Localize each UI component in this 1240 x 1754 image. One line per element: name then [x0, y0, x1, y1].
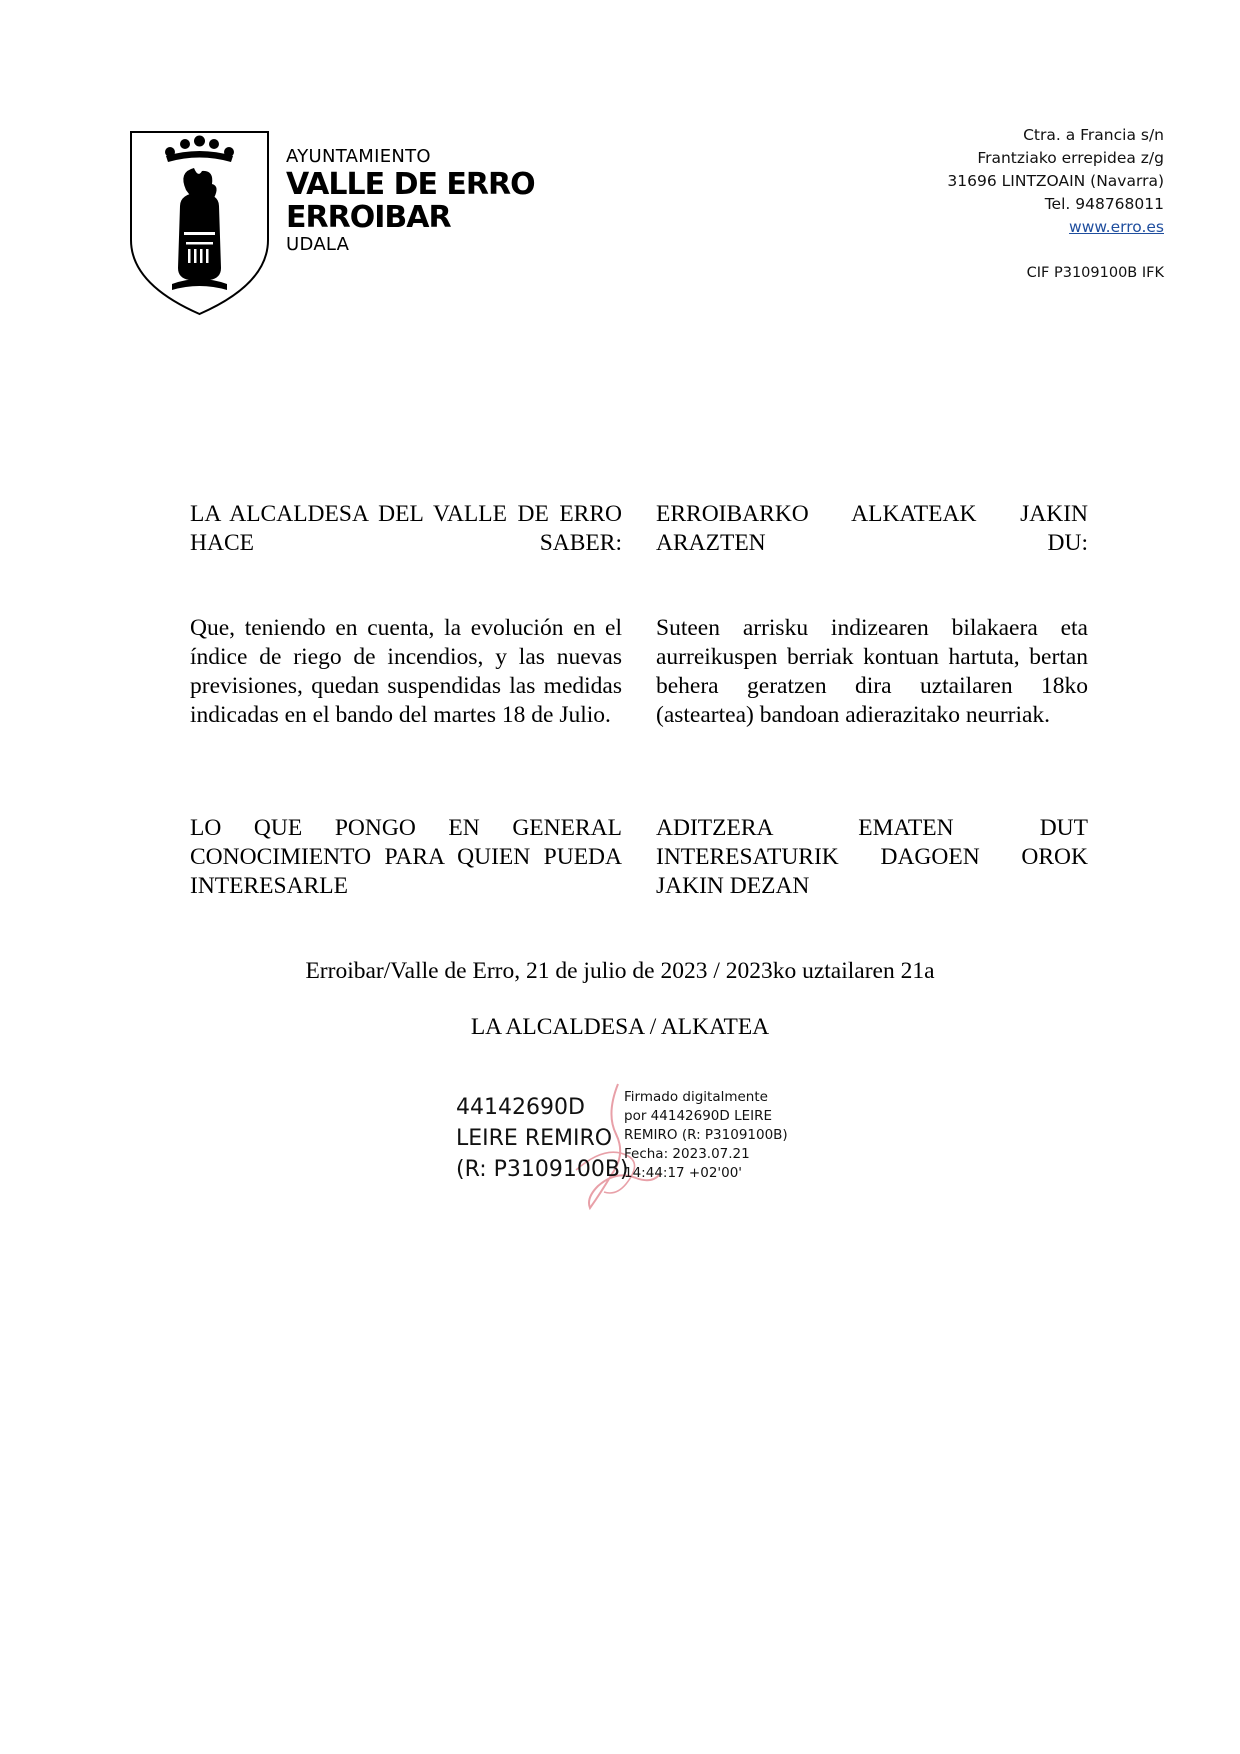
municipality-logo	[128, 128, 538, 320]
signature-detail-2: por 44142690D LEIRE	[624, 1108, 773, 1124]
knight-helmet-crown-shield-icon	[128, 128, 271, 318]
digital-signature-block	[456, 1086, 796, 1206]
logo-line-erroibar: ERROIBAR	[286, 200, 451, 235]
logo-wordmark	[286, 146, 535, 256]
logo-line-udala: UDALA	[286, 234, 350, 255]
signer-id: 44142690D	[456, 1095, 585, 1120]
address-line-2: Frantziako errepidea z/g	[977, 149, 1164, 167]
signature-detail-4: Fecha: 2023.07.21	[624, 1146, 750, 1162]
es-heading: LA ALCALDESA DEL VALLE DE ERRO HACE SABER:	[190, 501, 622, 556]
logo-line-valle-de-erro: VALLE DE ERRO	[286, 167, 535, 202]
address-phone: Tel. 948768011	[1044, 195, 1164, 213]
signature-detail-1: Firmado digitalmente	[624, 1089, 768, 1105]
address-line-1: Ctra. a Francia s/n	[1023, 126, 1164, 144]
address-cif: CIF P3109100B IFK	[1026, 265, 1164, 281]
logo-line-ayuntamiento: AYUNTAMIENTO	[286, 146, 431, 167]
address-block	[947, 124, 1164, 285]
address-line-3: 31696 LINTZOAIN (Navarra)	[947, 172, 1164, 190]
signer-title: LA ALCALDESA / ALKATEA	[470, 1014, 770, 1040]
signer-representation: (R: P3109100B)	[456, 1157, 629, 1182]
eu-closing: ADITZERA EMATEN DUT INTERESATURIK DAGOEN OROK JAKIN DEZAN	[656, 815, 1088, 899]
signer-id-block	[456, 1092, 629, 1185]
eu-heading: ERROIBARKO ALKATEAK JAKIN ARAZTEN DU:	[656, 501, 1088, 556]
website-link[interactable]: www.erro.es	[1069, 218, 1164, 236]
signature-details	[624, 1088, 788, 1183]
place-and-date: Erroibar/Valle de Erro, 21 de julio de 2023 / 2023ko uztailaren 21a	[305, 958, 935, 984]
signature-detail-5: 14:44:17 +02'00'	[624, 1165, 743, 1181]
signature-detail-3: REMIRO (R: P3109100B)	[624, 1127, 788, 1143]
es-paragraph: Que, teniendo en cuenta, la evolución en el índice de riego de incendios, y las nuevas previsiones, quedan suspendidas las medidas indicadas en el bando del martes 18 de Julio.	[190, 615, 622, 728]
signer-name: LEIRE REMIRO	[456, 1126, 613, 1151]
eu-paragraph: Suteen arrisku indizearen bilakaera eta aurreikuspen berriak kontuan hartuta, bertan behera geratzen dira uztailaren 18ko (asteartea) bandoan adierazitako neurriak.	[656, 615, 1088, 728]
es-closing: LO QUE PONGO EN GENERAL CONOCIMIENTO PARA QUIEN PUEDA INTERESARLE	[190, 815, 622, 899]
